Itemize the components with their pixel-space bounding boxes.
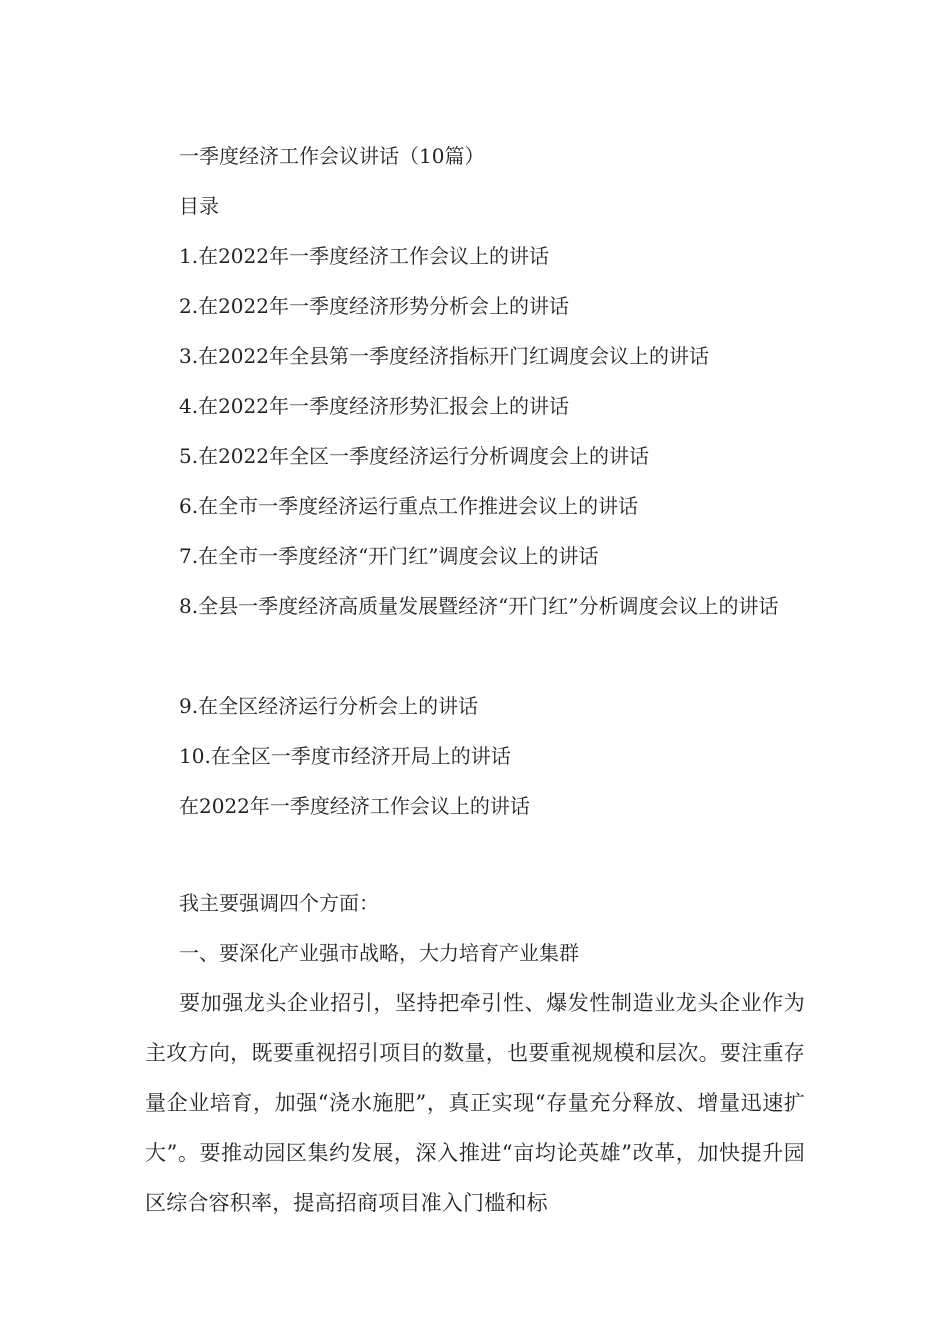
toc-item-5[interactable]: 5.在2022年全区一季度经济运行分析调度会上的讲话 [179,444,649,468]
intro-text: 我主要强调四个方面： [179,891,379,915]
blank-line [145,831,805,878]
heading-1: 一、要深化产业强市战略，大力培育产业集群 [179,941,579,965]
toc-heading: 目录 [179,194,219,218]
toc-item-3[interactable]: 3.在2022年全县第一季度经济指标开门红调度会议上的讲话 [179,344,709,368]
document-title: 一季度经济工作会议讲话（10篇） [179,144,485,168]
toc-item-4[interactable]: 4.在2022年一季度经济形势汇报会上的讲话 [179,394,569,418]
table-of-contents [145,231,805,781]
toc-item-2[interactable]: 2.在2022年一季度经济形势分析会上的讲话 [179,294,569,318]
toc-item-8[interactable]: 8.全县一季度经济高质量发展暨经济“开门红”分析调度会议上的讲话 [179,594,779,618]
toc-item-10[interactable]: 10.在全区一季度市经济开局上的讲话 [179,744,511,768]
toc-item-9[interactable]: 9.在全区经济运行分析会上的讲话 [179,694,479,718]
toc-item-6[interactable]: 6.在全市一季度经济运行重点工作推进会议上的讲话 [179,494,639,518]
section-title: 在2022年一季度经济工作会议上的讲话 [179,794,530,818]
toc-item-1[interactable]: 1.在2022年一季度经济工作会议上的讲话 [179,244,549,268]
paragraph-1: 要加强龙头企业招引，坚持把牵引性、爆发性制造业龙头企业作为主攻方向，既要重视招引项目的数量，也要重视规模和层次。要注重存量企业培育，加强“浇水施肥”，真正实现“存量充分释放、增量迅速扩大”。要推动园区集约发展，深入推进“亩均论英雄”改革，加快提升园区综合容积率，提高招商项目准入门槛和标 [145,991,805,1215]
toc-item-7[interactable]: 7.在全市一季度经济“开门红”调度会议上的讲话 [179,544,599,568]
document-body [145,131,805,1228]
